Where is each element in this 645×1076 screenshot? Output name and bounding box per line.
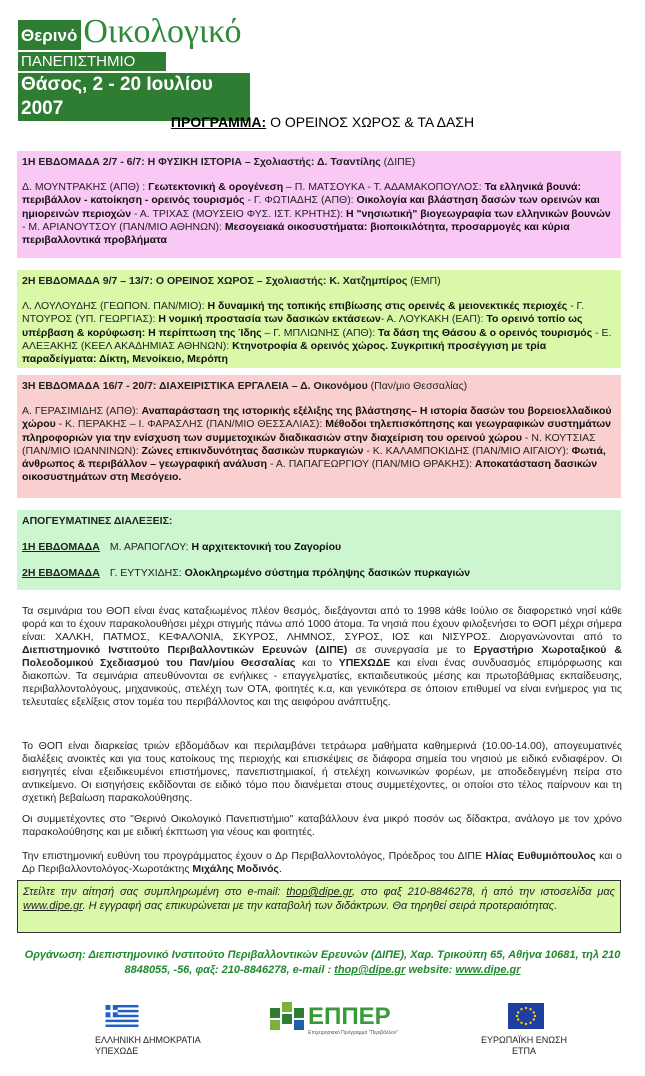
eu-caption: ΕΥΡΩΠΑΪΚΗ ΕΝΩΣΗ ΕΤΠΑ <box>480 1035 568 1056</box>
lecture-week2-title: Ολοκληρωμένο σύστημα πρόληψης δασικών πυρκαγιών <box>184 567 471 580</box>
week3-heading <box>22 380 616 393</box>
week1-heading <box>22 156 616 169</box>
logo-word-summer: Θερινό <box>18 20 81 50</box>
intro-paragraph: Τα σεμινάρια του ΘΟΠ είναι ένας καταξιωμένος πλέον θεσμός, διεξάγονται από το 1998 κάθε Ιούλιο σε διαφορετικό νησί κάθε φορά και το έχουν παρακολουθήσει μέχρι στιγμής πάνω από 1000 άτομα. Τα νησιά που έχουν φιλοξενήσει το ΘΟΠ μέχρι σήμερα είναι: ΧΑΛΚΗ, ΠΑΤΜΟΣ, ΚΕΦΑΛΟΝΙΑ, ΣΚΥΡΟΣ, ΛΗΜΝΟΣ, ΣΥΡΟΣ, ΙΟΣ και ΝΙΣΥΡΟΣ. Διοργανώνονται από το Διεπιστημονικό Ινστιτούτο Περιβαλλοντικών Ερευνών (ΔΙΠΕ) σε συνεργασία με το Εργαστήριο Χωροταξικού & Πολεοδομικού Σχεδιασμού του Παν/μίου Θεσσαλίας και το ΥΠΕΧΩΔΕ και είναι ένας συνδυασμός επιμόρφωσης και διακοπών. Τα σεμινάρια απευθύνονται σε ενήλικες - επαγγελματίες, εκπαιδευτικούς μέσης και πρωτοβάθμιας εκπαίδευσης, περιβαλλοντολόγους, μηχανικούς, στελέχη των ΟΤΑ, φοιτητές κ.α, και γενικότερα σε όποιον επιθυμεί να είναι ενήμερος για τις τελευταίες εξελίξεις στον τομέα του περιβάλλοντος και της αειφόρου ανάπτυξης. <box>22 605 623 708</box>
week3-box <box>17 375 621 498</box>
greek-flag-icon <box>104 1005 140 1027</box>
lecture-week1-label: 1Η ΕΒΔΟΜΑΔΑ <box>22 541 100 554</box>
week1-lectures: Δ. ΜΟΥΝΤΡΑΚΗΣ (ΑΠΘ) : Γεωτεκτονική & ορογένεση – Π. ΜΑΤΣΟΥΚΑ - Τ. ΑΔΑΜΑΚΟΠΟΥΛΟΣ: Τα ελληνικά βουνά: περιβάλλον - κατοίκηση - ορεινός τουρισμός - Γ. ΦΩΤΙΑΔΗΣ (ΑΠΘ): Οικολογία και βλάστηση δασών των ορεινών και ημιορεινών περιοχών - Α. ΤΡΙΧΑΣ (ΜΟΥΣΕΙΟ ΦΥΣ. ΙΣΤ. ΚΡΗΤΗΣ): Η "νησιωτική" βιογεωγραφία των ελληνικών βουνών - Μ. ΑΡΙΑΝΟΥΤΣΟΥ (ΠΑΝ/ΜΙΟ ΑΘΗΝΩΝ): Μεσογειακά οικοσυστήματα: βιοποικιλότητα, προσαρμογές και κύρια περιβαλλοντικά προβλήματα <box>22 181 611 247</box>
greek-republic-caption: ΕΛΛΗΝΙΚΗ ΔΗΜΟΚΡΑΤΙΑ ΥΠΕΧΩΔΕ <box>95 1035 201 1056</box>
duration-paragraph: Το ΘΟΠ είναι διαρκείας τριών εβδομάδων και περιλαμβάνει τετράωρα μαθήματα καθημερινά (10.00-14.00), απογευματινές διαλέξεις ανοικτές και για τους κατοίκους της περιοχής και επισκέψεις σε διάφορα σημεία του νησιού με ειδικό ενδιαφέρον. Οι εισηγητές είναι εξειδικευμένοι επιστήμονες, πανεπιστημιακοί, ή στελέχη κοινωνικών φορέων, με αποδεδειγμένη πείρα στο αντικείμενο. Οι εισηγήσεις εκδίδονται σε ειδικό τόμο που διανέμεται στους συμμετέχοντες, οι οποίοι στο τέλος παίρνουν και τη σχετική βεβαίωση παρακολούθησης. <box>22 740 622 804</box>
week2-heading-org: (ΕΜΠ) <box>407 275 441 287</box>
week1-heading-org: (ΔΙΠΕ) <box>380 156 416 168</box>
page-title <box>0 114 645 130</box>
title-label: ΠΡΟΓΡΑΜΜΑ: <box>170 114 267 130</box>
fees-paragraph: Οι συμμετέχοντες στο "Θερινό Οικολογικό Πανεπιστήμιο" καταβάλλουν ένα μικρό ποσόν ως δίδακτρα, ανάλογο με τον χρόνο παρακολούθησης και με ειδική έκπτωση για νέους και φοιτητές. <box>22 813 622 838</box>
application-website-link[interactable]: www.dipe.gr <box>23 900 83 912</box>
lecture-week2 <box>22 567 616 580</box>
logo-word-university: ΠΑΝΕΠΙΣΤΗΜΙΟ <box>18 52 166 71</box>
week3-heading-org: (Παν/μιο Θεσσαλίας) <box>367 380 468 392</box>
week2-heading-text: 2Η ΕΒΔΟΜΑΔΑ 9/7 – 13/7: Ο ΟΡΕΙΝΟΣ ΧΩΡΟΣ – Σχολιαστής: Κ. Χατζημπίρος <box>22 275 408 287</box>
lecture-week1-title: Η αρχιτεκτονική του Ζαγορίου <box>191 541 342 554</box>
afternoon-lectures-heading: ΑΠΟΓΕΥΜΑΤΙΝΕΣ ΔΙΑΛΕΞΕΙΣ: <box>22 515 173 527</box>
afternoon-lectures-box <box>17 510 621 590</box>
epper-logo-text: ΕΠΠΕΡ <box>308 1003 391 1030</box>
lecture-week2-label: 2Η ΕΒΔΟΜΑΔΑ <box>22 567 100 580</box>
title-text: Ο ΟΡΕΙΝΟΣ ΧΩΡΟΣ & ΤΑ ΔΑΣΗ <box>266 114 475 130</box>
week3-lectures: Α. ΓΕΡΑΣΙΜΙΔΗΣ (ΑΠΘ): Αναπαράσταση της ιστορικής εξέλιξης της βλάστησης– Η ιστορία δασών του βορειοελλαδικού χώρου - Κ. ΠΕΡΑΚΗΣ – Ι. ΦΑΡΑΣΛΗΣ (ΠΑΝ/ΜΙΟ ΘΕΣΣΑΛΙΑΣ): Μέθοδοι τηλεπισκόπησης και γεωγραφικών συστημάτων πληροφοριών για την ενίσχυση των συμμετοχικών διαδικασιών στην διαχείριση του ορεινού χώρου - Ν. ΚΟΥΤΣΙΑΣ (ΠΑΝ/ΜΙΟ ΙΩΑΝΝΙΝΩΝ): Ζώνες επικινδυνότητας δασικών πυρκαγιών - Κ. ΚΑΛΑΜΠΟΚΙΔΗΣ (ΠΑΝ/ΜΙΟ ΑΙΓΑΙΟΥ): Φωτιά, άνθρωπος & περιβάλλον – γεωγραφική ανάλυση - Α. ΠΑΠΑΓΕΩΡΓΙΟΥ (ΠΑΝ/ΜΙΟ ΘΡΑΚΗΣ): Αποκατάσταση δασικών οικοσυστημάτων στη Μεσόγειο. <box>22 405 612 484</box>
event-logo <box>18 10 250 119</box>
logo-word-ecological: Οικολογικό <box>83 13 242 50</box>
application-email-link[interactable]: thop@dipe.gr <box>286 886 352 898</box>
week1-box <box>17 151 621 258</box>
epper-logo-icon <box>270 998 440 1038</box>
scientific-responsibility-paragraph: Την επιστημονική ευθύνη του προγράμματος έχουν ο Δρ Περιβαλλοντολόγος, Πρόεδρος του ΔΙΠΕ Ηλίας Ευθυμιόπουλος και ο Δρ Περιβαλλοντολόγος-Χωροτάκτης Μιχάλης Μοδινός. <box>22 850 622 875</box>
application-box: Στείλτε την αίτησή σας συμπληρωμένη στο e-mail: thop@dipe.gr, στο φαξ 210-8846278, ή από την ιστοσελίδα μας www.dipe.gr. Η εγγραφή σας επικυρώνεται με την καταβολή των διδάκτρων. Θα τηρηθεί σειρά προτεραιότητας. <box>17 880 621 933</box>
week1-heading-text: 1Η ΕΒΔΟΜΑΔΑ 2/7 - 6/7: Η ΦΥΣΙΚΗ ΙΣΤΟΡΙΑ – Σχολιαστής: Δ. Τσαντίλης <box>22 156 381 168</box>
epper-logo-subtitle: Επιχειρησιακό Πρόγραμμα "Περιβάλλον" <box>308 1030 399 1036</box>
week2-heading <box>22 275 616 288</box>
week2-lectures: Λ. ΛΟΥΛΟΥΔΗΣ (ΓΕΩΠΟΝ. ΠΑΝ/ΜΙΟ): Η δυναμική της τοπικής επιβίωσης στις ορεινές & μειονεκτικές περιοχές - Γ. ΝΤΟΥΡΟΣ (ΥΠ. ΓΕΩΡΓΙΑΣ): Η νομική προστασία των δασικών εκτάσεων- Α. ΛΟΥΚΑΚΗ (ΕΑΠ): Το ορεινό τοπίο ως υπέρβαση & κορύφωση: Η περίπτωση της Ίδης – Γ. ΜΠΛΙΩΝΗΣ (ΑΠΘ): Τα δάση της Θάσου & ο ορεινός τουρισμός - Ε. ΑΛΕΞΑΚΗΣ (ΚΕΕΛ ΑΚΑΔΗΜΙΑΣ ΑΘΗΝΩΝ): Κτηνοτροφία & ορεινός χώρος. Συγκριτική προσέγγιση με τρία παραδείγματα: Δίκτη, Μενοίκειο, Μερόπη <box>22 300 612 366</box>
lecture-week1 <box>22 541 616 554</box>
lecture-week1-speaker: Μ. ΑΡΑΠΟΓΛΟΥ: <box>109 541 192 554</box>
week2-box <box>17 270 621 368</box>
logo-dates: Θάσος, 2 - 20 Ιουλίου 2007 <box>18 73 250 121</box>
organizer-website-link[interactable]: www.dipe.gr <box>455 964 521 976</box>
eu-flag-icon <box>508 1003 544 1029</box>
organizer-info: Οργάνωση: Διεπιστημονικό Ινστιτούτο Περιβαλλοντικών Ερευνών (ΔΙΠΕ), Χαρ. Τρικούπη 65, Αθήνα 10681, τηλ 210 8848055, -56, φαξ: 210-8846278, e-mail : thop@dipe.gr website: www.dipe.gr <box>24 949 621 976</box>
lecture-week2-speaker: Γ. ΕΥΤΥΧΙΔΗΣ: <box>109 567 185 580</box>
week3-heading-text: 3Η ΕΒΔΟΜΑΔΑ 16/7 - 20/7: ΔΙΑΧΕΙΡΙΣΤΙΚΑ ΕΡΓΑΛΕΙΑ – Δ. Οικονόμου <box>22 380 368 392</box>
organizer-email-link[interactable]: thop@dipe.gr <box>334 964 406 976</box>
